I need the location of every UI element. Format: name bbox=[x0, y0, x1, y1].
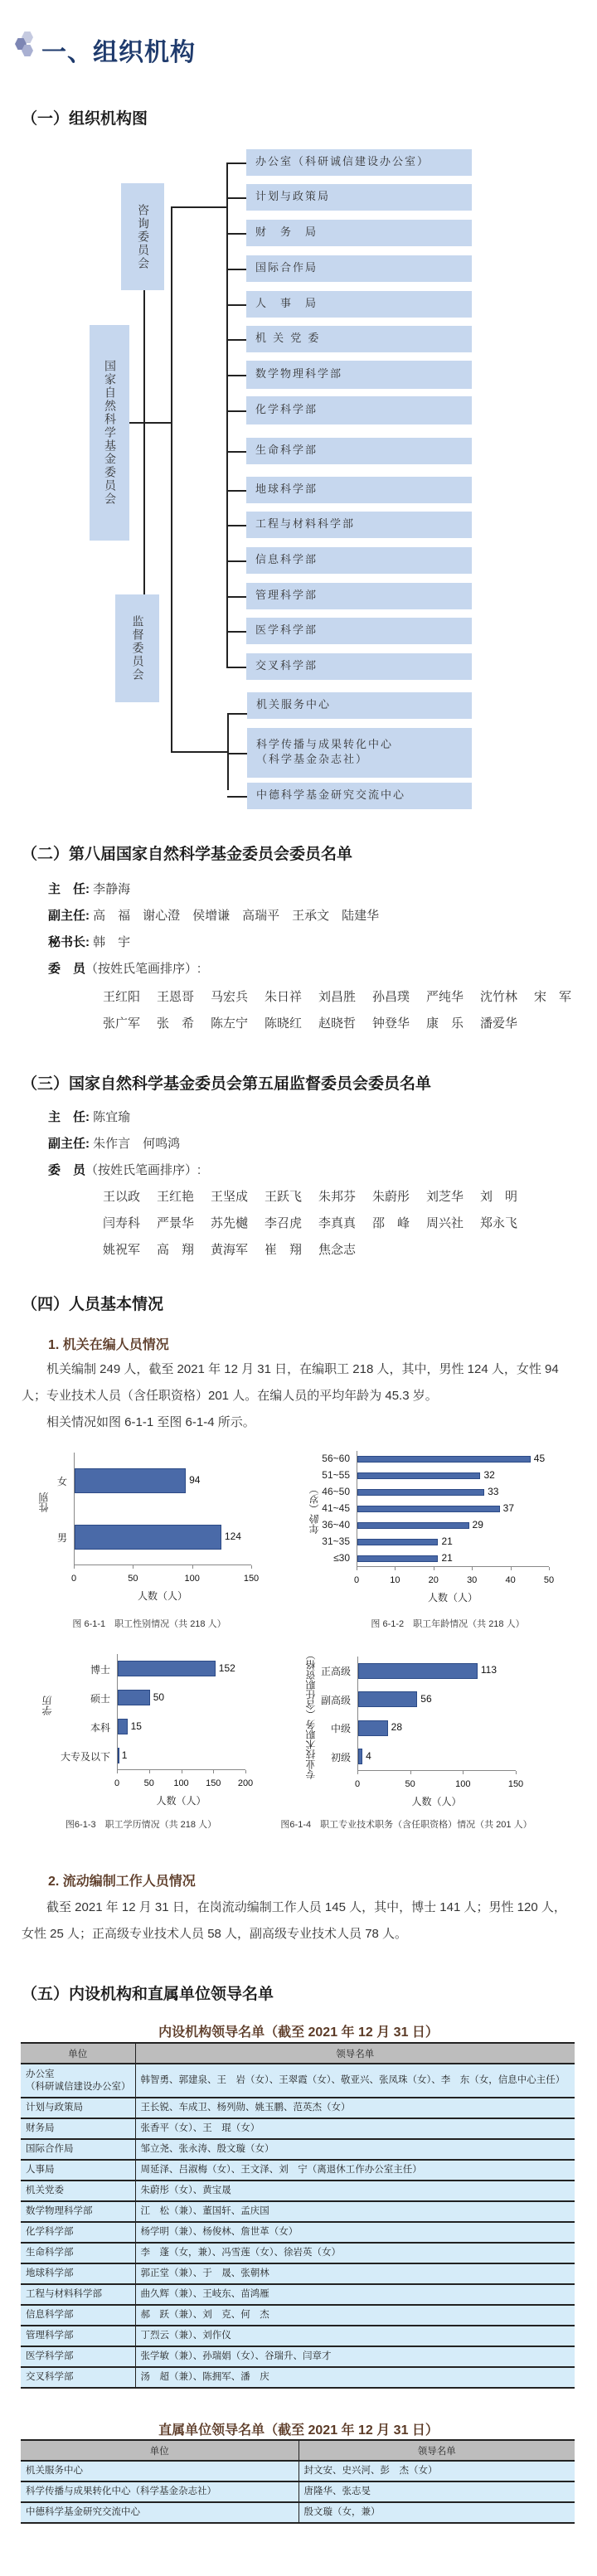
leaders-cell: 杨学明（兼）、杨俊林、詹世革（女） bbox=[135, 2222, 575, 2243]
leaders-cell: 王长锐、车成卫、杨列勋、姚玉鹏、范英杰（女） bbox=[135, 2098, 575, 2118]
x-axis-label: 人数（人） bbox=[411, 1796, 462, 1807]
tick-label: 100 bbox=[173, 1778, 189, 1788]
affiliated-unit-label: 中德科学基金研究交流中心 bbox=[256, 789, 406, 802]
category-label: ≤30 bbox=[333, 1552, 350, 1564]
member-name: 康 乐 bbox=[426, 1016, 464, 1031]
org-unit-box: 办公室（科研诚信建设办公室） bbox=[246, 149, 472, 176]
staff-subheading-2: 2. 流动编制工作人员情况 bbox=[48, 1875, 196, 1889]
value-label: 29 bbox=[472, 1519, 483, 1531]
members-note: （按姓氏笔画排序）: bbox=[85, 962, 201, 976]
member-name: 刘 明 bbox=[480, 1190, 518, 1204]
value-label: 94 bbox=[189, 1474, 201, 1486]
unit-cell bbox=[21, 2139, 135, 2160]
org-chart-heading: （一）组织机构图 bbox=[22, 110, 148, 128]
affiliated-unit-label: 科学传播与成果转化中心 bbox=[256, 739, 394, 751]
table-row bbox=[21, 2367, 575, 2388]
tick-mark bbox=[511, 1567, 512, 1570]
bar bbox=[357, 1539, 438, 1545]
member-name: 朱日祥 bbox=[265, 990, 303, 1004]
value-label: 15 bbox=[130, 1720, 142, 1732]
value-label: 56 bbox=[420, 1692, 432, 1705]
value-label: 113 bbox=[480, 1664, 498, 1676]
member-name: 王红阳 bbox=[103, 990, 141, 1004]
members-row bbox=[103, 1240, 372, 1258]
unit-cell bbox=[21, 2222, 135, 2243]
unit-cell bbox=[21, 2326, 135, 2346]
value-label: 45 bbox=[533, 1453, 546, 1464]
committee-heading: （二）第八届国家自然科学基金委员会委员名单 bbox=[22, 846, 353, 863]
unit-cell bbox=[21, 2305, 135, 2326]
org-unit-box: 国际合作局 bbox=[246, 255, 472, 282]
unit-cell bbox=[21, 2098, 135, 2118]
leaders-cell: 曲久辉（兼）、王岐东、苗鸿雁 bbox=[135, 2284, 575, 2305]
member-name: 姚祝军 bbox=[103, 1243, 141, 1257]
member-name: 钟登华 bbox=[372, 1016, 410, 1031]
unit-cell bbox=[21, 2367, 135, 2388]
supervisory-committee-box: 监督委员会 bbox=[115, 594, 159, 702]
bar bbox=[75, 1468, 186, 1492]
unit-cell bbox=[21, 2481, 298, 2502]
tick-label: 10 bbox=[390, 1575, 400, 1585]
leaders-cell: 邹立尧、张永涛、殷文璇（女） bbox=[135, 2139, 575, 2160]
tick-mark bbox=[357, 1771, 358, 1774]
table-row bbox=[21, 2305, 575, 2326]
leaders-heading: （五）内设机构和直属单位领导名单 bbox=[22, 1986, 274, 2003]
table2-title: 直属单位领导名单（截至 2021 年 12 月 31 日） bbox=[158, 2423, 439, 2438]
tick-label: 50 bbox=[128, 1574, 138, 1584]
director-name: 陈宜瑜 bbox=[93, 1110, 131, 1124]
unit-name: 生命科学部 bbox=[26, 2248, 74, 2258]
table-row bbox=[21, 2118, 575, 2139]
x-axis-label: 人数（人） bbox=[137, 1590, 188, 1602]
member-name: 王坚成 bbox=[211, 1190, 249, 1204]
leaders-cell: 丁烈云（兼）、刘作仪 bbox=[135, 2326, 575, 2346]
category-label: 本科 bbox=[90, 1721, 110, 1734]
unit-name: 数学物理科学部 bbox=[26, 2206, 93, 2216]
tick-mark bbox=[192, 1565, 193, 1569]
unit-name: 机关党委 bbox=[26, 2185, 64, 2195]
unit-name: 中德科学基金研究交流中心 bbox=[26, 2507, 140, 2517]
unit-cell bbox=[21, 2263, 135, 2284]
leaders-cell: 李 蓬（女，兼）、冯雪莲（女）、徐岩英（女） bbox=[135, 2243, 575, 2263]
table-row bbox=[21, 2326, 575, 2346]
table-row bbox=[21, 2263, 575, 2284]
member-name: 宋 军 bbox=[534, 990, 572, 1004]
value-label: 1 bbox=[121, 1749, 128, 1761]
member-name: 王红艳 bbox=[157, 1190, 195, 1204]
bar bbox=[357, 1489, 484, 1496]
unit-name: 化学科学部 bbox=[26, 2227, 74, 2237]
category-label: 41~45 bbox=[322, 1502, 350, 1514]
value-label: 152 bbox=[218, 1662, 235, 1674]
unit-cell bbox=[21, 2118, 135, 2139]
org-unit-box: 交叉科学部 bbox=[246, 653, 472, 680]
vice-director-label: 副主任: bbox=[48, 1137, 90, 1151]
members-note: （按姓氏笔画排序）: bbox=[85, 1163, 201, 1177]
y-axis-label: 专业技术职务（含任职资格） bbox=[305, 1650, 317, 1779]
tick-mark bbox=[516, 1771, 517, 1774]
chart-caption: 图6-1-3 职工学历情况（共 218 人） bbox=[65, 1820, 217, 1830]
tick-mark bbox=[549, 1567, 550, 1570]
category-label: 女 bbox=[56, 1476, 67, 1487]
member-name: 严纯华 bbox=[426, 990, 464, 1004]
unit-cell bbox=[21, 2160, 135, 2181]
member-name: 赵晓哲 bbox=[318, 1016, 357, 1031]
category-label: 46~50 bbox=[322, 1486, 350, 1497]
member-name: 王跃飞 bbox=[265, 1190, 303, 1204]
member-name: 马宏兵 bbox=[211, 990, 249, 1004]
tick-mark bbox=[472, 1567, 473, 1570]
member-name: 朱蔚彤 bbox=[372, 1190, 410, 1204]
supervision-heading: （三）国家自然科学基金委员会第五届监督委员会委员名单 bbox=[22, 1075, 432, 1093]
table-row bbox=[21, 2181, 575, 2201]
column-header-leaders: 领导名单 bbox=[298, 2440, 575, 2461]
bar bbox=[357, 1522, 469, 1529]
unit-name: 人事局 bbox=[26, 2165, 55, 2175]
tick-label: 0 bbox=[353, 1575, 360, 1585]
member-name: 沈竹林 bbox=[480, 990, 518, 1004]
member-name: 李真真 bbox=[318, 1216, 357, 1230]
table-row bbox=[21, 2160, 575, 2181]
leaders-cell: 殷文璇（女，兼） bbox=[298, 2502, 575, 2523]
column-header-leaders: 领导名单 bbox=[135, 2043, 575, 2064]
table1-title: 内设机构领导名单（截至 2021 年 12 月 31 日） bbox=[158, 2025, 439, 2040]
value-label: 21 bbox=[441, 1552, 453, 1564]
unit-name: 国际合作局 bbox=[26, 2144, 74, 2154]
category-label: 大专及以下 bbox=[60, 1750, 110, 1763]
unit-name: 医学科学部 bbox=[26, 2351, 74, 2361]
value-label: 50 bbox=[153, 1691, 165, 1703]
vice-director-names: 高 福 谢心澄 侯增谦 高瑞平 王承文 陆建华 bbox=[93, 909, 380, 923]
value-label: 33 bbox=[488, 1486, 499, 1497]
unit-name: 地球科学部 bbox=[26, 2268, 74, 2278]
chart-caption: 图 6-1-2 职工年龄情况（共 218 人） bbox=[371, 1619, 525, 1629]
category-label: 51~55 bbox=[322, 1469, 350, 1481]
bar bbox=[357, 1456, 531, 1463]
org-unit-box: 机 关 党 委 bbox=[246, 326, 472, 352]
y-axis-label: 学历 bbox=[41, 1696, 53, 1715]
unit-cell bbox=[21, 2461, 298, 2481]
tick-label: 30 bbox=[467, 1575, 478, 1585]
vice-director-label: 副主任: bbox=[48, 909, 90, 923]
tick-label: 50 bbox=[405, 1779, 415, 1789]
unit-name: 交叉科学部 bbox=[26, 2372, 74, 2382]
members-label: 委 员 bbox=[48, 1163, 86, 1177]
tick-label: 100 bbox=[184, 1574, 200, 1584]
tick-mark bbox=[245, 1770, 246, 1773]
director-name: 李静海 bbox=[93, 882, 131, 896]
column-header-unit: 单位 bbox=[21, 2440, 298, 2461]
member-name: 苏先樾 bbox=[211, 1216, 249, 1230]
member-name: 王恩哥 bbox=[157, 990, 195, 1004]
unit-subname: （科研诚信建设办公室） bbox=[26, 2081, 131, 2092]
unit-name: 管理科学部 bbox=[26, 2331, 74, 2341]
members-row bbox=[103, 1187, 534, 1205]
member-name: 张广军 bbox=[103, 1016, 141, 1031]
unit-cell bbox=[21, 2346, 135, 2367]
bar bbox=[118, 1748, 119, 1763]
vice-director-names: 朱作言 何鸣鸿 bbox=[93, 1137, 181, 1151]
secretary-label: 秘书长: bbox=[48, 935, 90, 949]
table-row bbox=[21, 2139, 575, 2160]
tick-mark bbox=[213, 1770, 214, 1773]
staff-subheading-1: 1. 机关在编人员情况 bbox=[48, 1338, 169, 1352]
value-label: 37 bbox=[502, 1502, 515, 1514]
leaders-cell: 郝 跃（兼）、刘 克、何 杰 bbox=[135, 2305, 575, 2326]
org-unit-box: 信息科学部 bbox=[246, 547, 472, 574]
category-label: 36~40 bbox=[322, 1519, 350, 1531]
staff-paragraph-1b: 相关情况如图 6-1-1 至图 6-1-4 所示。 bbox=[46, 1415, 255, 1429]
secretary-name: 韩 宇 bbox=[93, 935, 131, 949]
table-row bbox=[21, 2098, 575, 2118]
member-name: 崔 翔 bbox=[265, 1243, 303, 1257]
members-row bbox=[103, 1014, 534, 1031]
member-name: 黄海军 bbox=[211, 1243, 249, 1257]
unit-name: 办公室 bbox=[26, 2069, 55, 2079]
org-unit-box: 地球科学部 bbox=[246, 477, 472, 503]
tick-label: 50 bbox=[543, 1575, 555, 1585]
chart-caption: 图6-1-4 职工专业技术职务（含任职资格）情况（共 201 人） bbox=[280, 1820, 532, 1830]
member-name: 孙昌璞 bbox=[372, 990, 410, 1004]
leaders-cell: 汤 超（兼）、陈拥军、潘 庆 bbox=[135, 2367, 575, 2388]
member-name: 潘爱华 bbox=[480, 1016, 518, 1031]
bar bbox=[118, 1661, 216, 1676]
member-name: 周兴社 bbox=[426, 1216, 464, 1230]
tick-label: 40 bbox=[505, 1575, 516, 1585]
member-name: 严景华 bbox=[157, 1216, 195, 1230]
unit-cell bbox=[21, 2064, 135, 2098]
bar bbox=[75, 1525, 221, 1549]
org-unit-box: 财 务 局 bbox=[246, 220, 472, 246]
nsfc-box: 国家自然科学基金委员会 bbox=[90, 325, 129, 541]
org-unit-box: 化学科学部 bbox=[246, 396, 472, 424]
table-row bbox=[21, 2064, 575, 2098]
unit-cell bbox=[21, 2502, 298, 2523]
leaders-cell: 郭正堂（兼）、于 晟、张朝林 bbox=[135, 2263, 575, 2284]
leaders-cell: 朱蔚彤（女）、黄宝晟 bbox=[135, 2181, 575, 2201]
leaders-cell: 张香平（女）、王 琨（女） bbox=[135, 2118, 575, 2139]
leaders-cell: 张学敏（兼）、孙瑞娟（女）、谷瑞升、闫章才 bbox=[135, 2346, 575, 2367]
tick-label: 150 bbox=[507, 1779, 524, 1789]
value-label: 124 bbox=[224, 1531, 241, 1542]
tick-label: 0 bbox=[354, 1779, 361, 1789]
affiliated-unit-box bbox=[247, 728, 472, 778]
member-name: 高 翔 bbox=[157, 1243, 195, 1257]
internal-units-table bbox=[21, 2042, 575, 2389]
table-row bbox=[21, 2346, 575, 2367]
leaders-cell: 封文安、史兴河、彭 杰（女） bbox=[298, 2461, 575, 2481]
unit-name: 信息科学部 bbox=[26, 2310, 74, 2320]
member-name: 闫寿科 bbox=[103, 1216, 141, 1230]
unit-name: 计划与政策局 bbox=[26, 2103, 83, 2113]
tick-mark bbox=[251, 1565, 252, 1569]
members-label: 委 员 bbox=[48, 962, 86, 976]
advisory-committee-box: 咨询委员会 bbox=[121, 183, 164, 290]
member-name: 焦念志 bbox=[318, 1243, 357, 1257]
table-row bbox=[21, 2201, 575, 2222]
bar bbox=[358, 1749, 362, 1764]
value-label: 32 bbox=[483, 1469, 495, 1481]
plot-area bbox=[357, 1657, 516, 1771]
category-label: 正高级 bbox=[320, 1666, 351, 1678]
staff-paragraph-2: 截至 2021 年 12 月 31 日，在岗流动编制工作人员 145 人，其中，博士 141 人；男性 120 人，女性 25 人；正高级专业技术人员 58 人，副高级专业技术人员 78 人。 bbox=[22, 1900, 566, 1941]
org-unit-box: 计划与政策局 bbox=[246, 184, 472, 211]
tick-label: 20 bbox=[428, 1575, 439, 1585]
tick-label: 200 bbox=[237, 1778, 254, 1788]
org-unit-box: 人 事 局 bbox=[246, 291, 472, 318]
table-row bbox=[21, 2481, 575, 2502]
table-row bbox=[21, 2502, 575, 2523]
tick-label: 150 bbox=[243, 1574, 260, 1584]
bar bbox=[357, 1555, 438, 1562]
table-row bbox=[21, 2461, 575, 2481]
chart-caption: 图 6-1-1 职工性别情况（共 218 人） bbox=[72, 1619, 226, 1629]
member-name: 邵 峰 bbox=[372, 1216, 410, 1230]
bar bbox=[357, 1506, 500, 1512]
tick-mark bbox=[149, 1770, 150, 1773]
unit-cell bbox=[21, 2181, 135, 2201]
org-unit-box: 工程与材料科学部 bbox=[246, 512, 472, 538]
category-label: 初级 bbox=[330, 1751, 351, 1763]
unit-name: 科学传播与成果转化中心（科学基金杂志社） bbox=[26, 2486, 216, 2496]
tick-label: 150 bbox=[206, 1778, 221, 1788]
tick-mark bbox=[74, 1565, 75, 1569]
x-axis-label: 人数（人） bbox=[427, 1592, 478, 1603]
bar bbox=[358, 1691, 417, 1707]
category-label: 男 bbox=[56, 1532, 67, 1544]
plot-area bbox=[74, 1453, 251, 1565]
bar bbox=[118, 1719, 128, 1734]
category-label: 副高级 bbox=[320, 1694, 351, 1706]
table-row bbox=[21, 2243, 575, 2263]
column-header-unit: 单位 bbox=[21, 2043, 135, 2064]
hexagon-logo-icon bbox=[15, 32, 35, 56]
staff-heading: （四）人员基本情况 bbox=[22, 1296, 164, 1313]
tick-label: 100 bbox=[455, 1779, 471, 1789]
member-name: 王以政 bbox=[103, 1190, 141, 1204]
plot-area bbox=[357, 1451, 549, 1567]
y-axis-label: 性别 bbox=[38, 1492, 50, 1512]
affiliated-unit-box bbox=[247, 783, 472, 809]
member-name: 张 希 bbox=[157, 1016, 195, 1031]
x-axis-label: 人数（人） bbox=[156, 1795, 206, 1807]
bar bbox=[358, 1720, 388, 1736]
leaders-cell: 周延泽、吕淑梅（女）、王文泽、刘 宁（离退休工作办公室主任） bbox=[135, 2160, 575, 2181]
org-unit-box: 数学物理科学部 bbox=[246, 361, 472, 389]
member-name: 陈左宁 bbox=[211, 1016, 249, 1031]
unit-name: 财务局 bbox=[26, 2123, 55, 2133]
bar bbox=[357, 1472, 480, 1479]
value-label: 21 bbox=[441, 1535, 453, 1547]
tick-mark bbox=[395, 1567, 396, 1570]
tick-label: 0 bbox=[70, 1574, 77, 1584]
member-name: 李召虎 bbox=[265, 1216, 303, 1230]
tick-mark bbox=[410, 1771, 411, 1774]
org-unit-box: 管理科学部 bbox=[246, 583, 472, 609]
value-label: 4 bbox=[366, 1749, 371, 1762]
tick-mark bbox=[117, 1770, 118, 1773]
bar bbox=[358, 1663, 478, 1679]
affiliated-unit-label: （科学基金杂志社） bbox=[256, 754, 369, 766]
member-name: 陈晓红 bbox=[265, 1016, 303, 1031]
member-name: 刘昌胜 bbox=[318, 990, 357, 1004]
member-name: 郑永飞 bbox=[480, 1216, 518, 1230]
unit-name: 机关服务中心 bbox=[26, 2466, 83, 2476]
leaders-cell: 韩智勇、郭建泉、王 岩（女）、王翠霞（女）、敬亚兴、张凤珠（女）、李 东（女，信息中心主任） bbox=[135, 2064, 575, 2098]
members-row bbox=[103, 1214, 534, 1231]
tick-label: 0 bbox=[114, 1778, 120, 1788]
category-label: 31~35 bbox=[322, 1535, 350, 1547]
unit-cell bbox=[21, 2243, 135, 2263]
leaders-cell: 江 松（兼）、董国轩、孟庆国 bbox=[135, 2201, 575, 2222]
affiliated-unit-box bbox=[247, 692, 472, 719]
org-unit-box: 医学科学部 bbox=[246, 618, 472, 644]
staff-paragraph-1: 机关编制 249 人，截至 2021 年 12 月 31 日，在编职工 218 人，其中，男性 124 人，女性 94 人；专业技术人员（含任职资格）201 人。在编人员的平均年龄为 45.3 岁。 bbox=[22, 1362, 559, 1403]
affiliated-unit-label: 机关服务中心 bbox=[256, 699, 332, 711]
table-row bbox=[21, 2222, 575, 2243]
org-unit-box: 生命科学部 bbox=[246, 438, 472, 464]
affiliated-units-table bbox=[21, 2439, 575, 2524]
table-row bbox=[21, 2284, 575, 2305]
category-label: 56~60 bbox=[322, 1453, 350, 1464]
tick-label: 50 bbox=[143, 1778, 154, 1788]
director-label: 主 任: bbox=[48, 882, 90, 896]
category-label: 博士 bbox=[90, 1663, 110, 1676]
tick-mark bbox=[463, 1771, 464, 1774]
leaders-cell: 唐隆华、张志旻 bbox=[298, 2481, 575, 2502]
members-row bbox=[103, 987, 588, 1005]
unit-cell bbox=[21, 2284, 135, 2305]
plot-area bbox=[117, 1654, 245, 1770]
member-name: 刘芝华 bbox=[426, 1190, 464, 1204]
member-name: 朱邦芬 bbox=[318, 1190, 357, 1204]
y-axis-label: 年龄（岁） bbox=[308, 1484, 320, 1534]
category-label: 中级 bbox=[330, 1723, 351, 1735]
unit-cell bbox=[21, 2201, 135, 2222]
bar bbox=[118, 1690, 150, 1705]
category-label: 硕士 bbox=[90, 1692, 110, 1705]
value-label: 28 bbox=[391, 1721, 402, 1734]
director-label: 主 任: bbox=[48, 1110, 90, 1124]
unit-name: 工程与材料科学部 bbox=[26, 2289, 102, 2299]
page-title: 一、组织机构 bbox=[41, 39, 196, 66]
